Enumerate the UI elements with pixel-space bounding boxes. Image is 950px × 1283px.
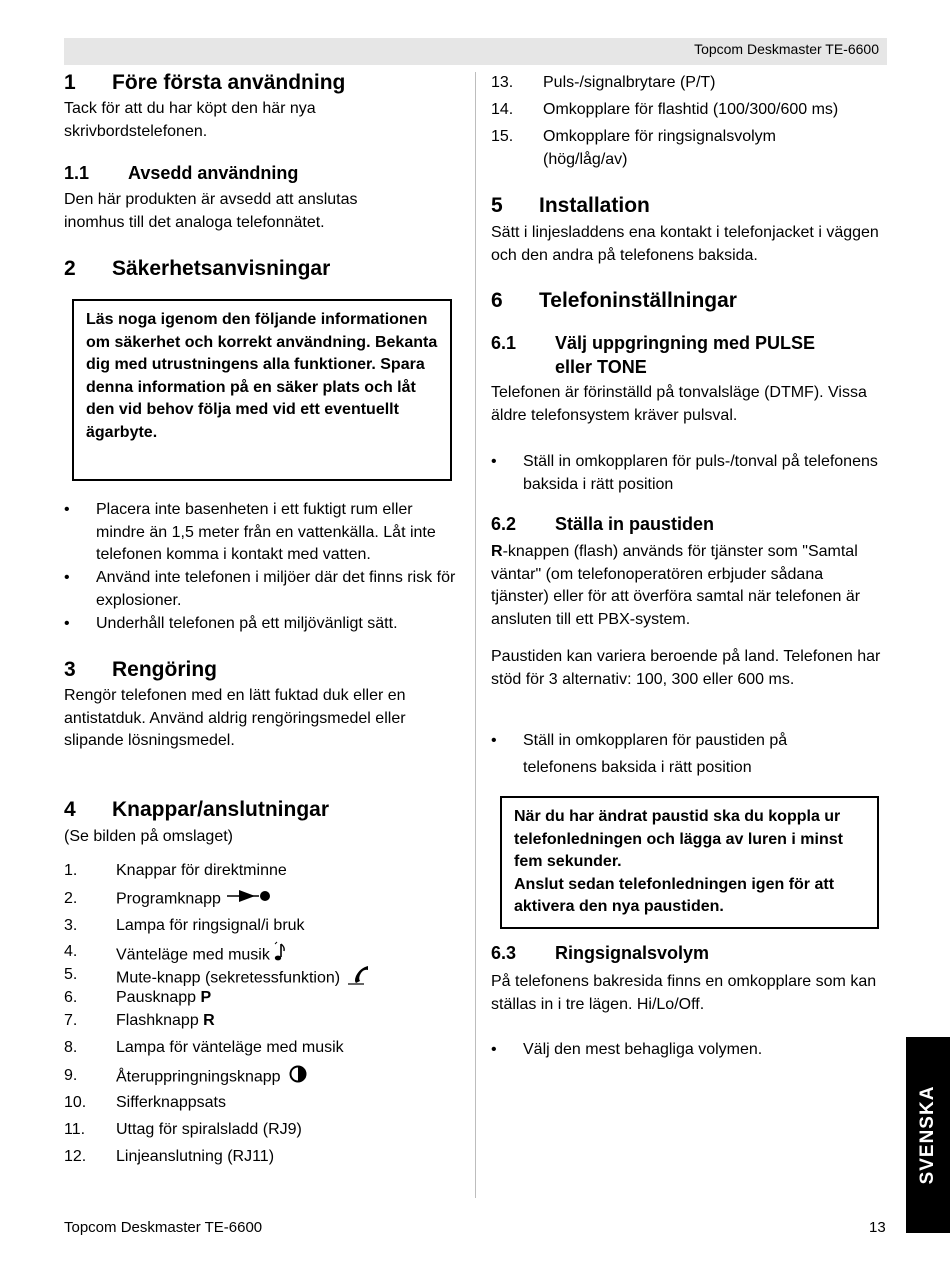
program-arrow-dot-icon <box>227 888 279 911</box>
section-title: Installation <box>539 194 650 217</box>
section-1-1-text: Den här produkten är avsedd att anslutas inomhus till det analoga telefonnätet. <box>64 191 358 231</box>
section-4-subtitle: (Se bilden på omslaget) <box>64 828 233 845</box>
safety-bullet-3: • Underhåll telefonen på ett miljövänligt sätt. <box>64 615 398 632</box>
section-title: Avsedd användning <box>128 163 299 183</box>
section-title: Ringsignalsvolym <box>555 943 710 963</box>
section-6-2-para1: R-knappen (flash) används för tjänster som "Samtal väntar" (om telefonoperatören erbjuder sådana tjänster) eller för att överföra samtal när telefonen är ansluten till ett PBX-system. <box>491 543 861 628</box>
section-1-heading <box>64 71 345 95</box>
footer-title: Topcom Deskmaster TE-6600 <box>64 1219 263 1236</box>
section-6-heading <box>491 289 737 313</box>
section-number: 1.1 <box>64 163 90 183</box>
section-4-heading <box>64 798 329 822</box>
safety-bullet-1: • Placera inte basenheten i ett fuktigt rum eller mindre än 1,5 meter från en vattenkälla. Låt inte telefonen komma i kontakt med vatten. <box>64 501 436 563</box>
section-number: 1 <box>64 71 76 94</box>
pause-time-notice-box: När du har ändrat paustid ska du koppla ur telefonledningen och lägga av luren i minst fem sekunder. Anslut sedan telefonledningen igen för att aktivera den nya paustiden. <box>500 796 879 929</box>
section-number: 3 <box>64 658 76 681</box>
section-title: Säkerhetsanvisningar <box>112 257 331 280</box>
handset-icon <box>346 964 376 993</box>
page-header <box>64 38 887 65</box>
section-3-heading <box>64 658 217 682</box>
section-6-3-heading <box>491 943 709 964</box>
section-title: Välj uppgringning med PULSE <box>555 333 816 353</box>
column-divider <box>475 72 476 1198</box>
section-1-1-heading <box>64 163 298 184</box>
section-2-heading <box>64 257 330 281</box>
section-number: 5 <box>491 194 503 217</box>
section-6-2-heading <box>491 514 714 535</box>
section-title: Före första användning <box>112 71 346 94</box>
safety-bullet-2: • Använd inte telefonen i miljöer där det finns risk för explosioner. <box>64 569 456 609</box>
section-6-3-text: På telefonens bakresida finns en omkopplare som kan ställas in i tre lägen. Hi/Lo/Off. <box>491 973 877 1013</box>
section-6-2-bullet: • Ställ in omkopplaren för paustiden på telefonens baksida i rätt position <box>491 732 788 776</box>
language-tab-label: SVENSKA <box>917 1085 938 1185</box>
page-number: 13 <box>869 1219 886 1236</box>
language-tab <box>906 1037 950 1233</box>
section-title: Knappar/anslutningar <box>112 798 330 821</box>
section-title: Ställa in paustiden <box>555 514 715 534</box>
section-title-cont: eller TONE <box>555 357 647 377</box>
section-6-1-bullet: • Ställ in omkopplaren för puls-/tonval på telefonens baksida i rätt position <box>491 453 878 493</box>
section-6-2-para2: Paustiden kan variera beroende på land. Telefonen har stöd för 3 alternativ: 100, 300 eller 600 ms. <box>491 648 881 688</box>
section-number: 6.2 <box>491 514 517 534</box>
section-6-1-heading <box>491 331 815 379</box>
section-5-text: Sätt i linjesladdens ena kontakt i telefonjacket i väggen och den andra på telefonens baksida. <box>491 224 879 264</box>
section-6-3-bullet: • Välj den mest behagliga volymen. <box>491 1041 763 1058</box>
redial-icon <box>287 1065 309 1090</box>
section-3-text: Rengör telefonen med en lätt fuktad duk eller en antistatduk. Använd aldrig rengöringsmedel eller slipande lösningsmedel. <box>64 687 406 749</box>
section-number: 6.1 <box>491 333 517 353</box>
section-5-heading <box>491 194 650 218</box>
section-number: 6 <box>491 289 503 312</box>
section-number: 4 <box>64 798 76 821</box>
section-6-1-text: Telefonen är förinställd på tonvalsläge (DTMF). Vissa äldre telefonsystem kräver pulsval. <box>491 384 867 424</box>
safety-notice-box: Läs noga igenom den följande informationen om säkerhet och korrekt användning. Bekanta dig med utrustningens alla funktioner. Spara denna information på en säker plats och låt den vid behov följa med vid ett eventuellt ägarbyte. <box>72 299 452 481</box>
section-title: Telefoninställningar <box>539 289 737 312</box>
header-title: Topcom Deskmaster TE-6600 <box>694 41 879 57</box>
section-number: 6.3 <box>491 943 517 963</box>
section-number: 2 <box>64 257 76 280</box>
section-1-text: Tack för att du har köpt den här nya skrivbordstelefonen. <box>64 100 316 140</box>
section-title: Rengöring <box>112 658 217 681</box>
